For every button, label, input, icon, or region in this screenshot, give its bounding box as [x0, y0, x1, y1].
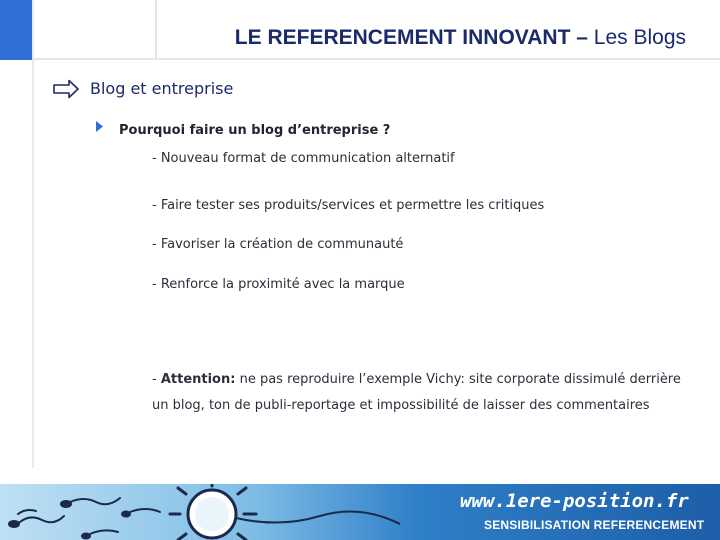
sun-sperm-illustration — [0, 484, 470, 540]
attention-label: Attention: — [160, 372, 236, 387]
attention-text: ne pas reproduire l’exemple Vichy: site corporate dissimulé derrière un blog, ton de publi-reportage et impossibilité de laisser des commentaires — [152, 372, 681, 413]
outline-arrow-right-icon — [52, 79, 80, 99]
frame-horizontal-line — [32, 58, 720, 60]
section-heading: Blog et entreprise — [90, 79, 234, 98]
footer-tagline: SENSIBILISATION REFERENCEMENT — [484, 518, 705, 532]
frame-vertical-line — [32, 0, 34, 468]
slide-title-main: LE REFERENCEMENT INNOVANT – — [234, 26, 588, 49]
attention-note — [152, 367, 692, 419]
list-item: - Faire tester ses produits/services et permettre les critiques — [152, 198, 545, 213]
title-frame-line — [155, 0, 157, 60]
list-item: - Nouveau format de communication alternatif — [152, 151, 455, 166]
list-item: - Renforce la proximité avec la marque — [152, 277, 405, 292]
footer-banner — [0, 484, 720, 540]
footer-url-link[interactable]: www.1ere-position.fr — [460, 490, 689, 512]
slide-title-sub: Les Blogs — [587, 26, 686, 49]
attention-prefix: - — [152, 372, 161, 387]
question-heading: Pourquoi faire un blog d’entreprise ? — [119, 123, 391, 138]
corner-accent-block — [0, 0, 32, 60]
triangle-bullet-icon — [96, 121, 103, 132]
slide-title — [235, 26, 686, 50]
list-item: - Favoriser la création de communauté — [152, 237, 404, 252]
